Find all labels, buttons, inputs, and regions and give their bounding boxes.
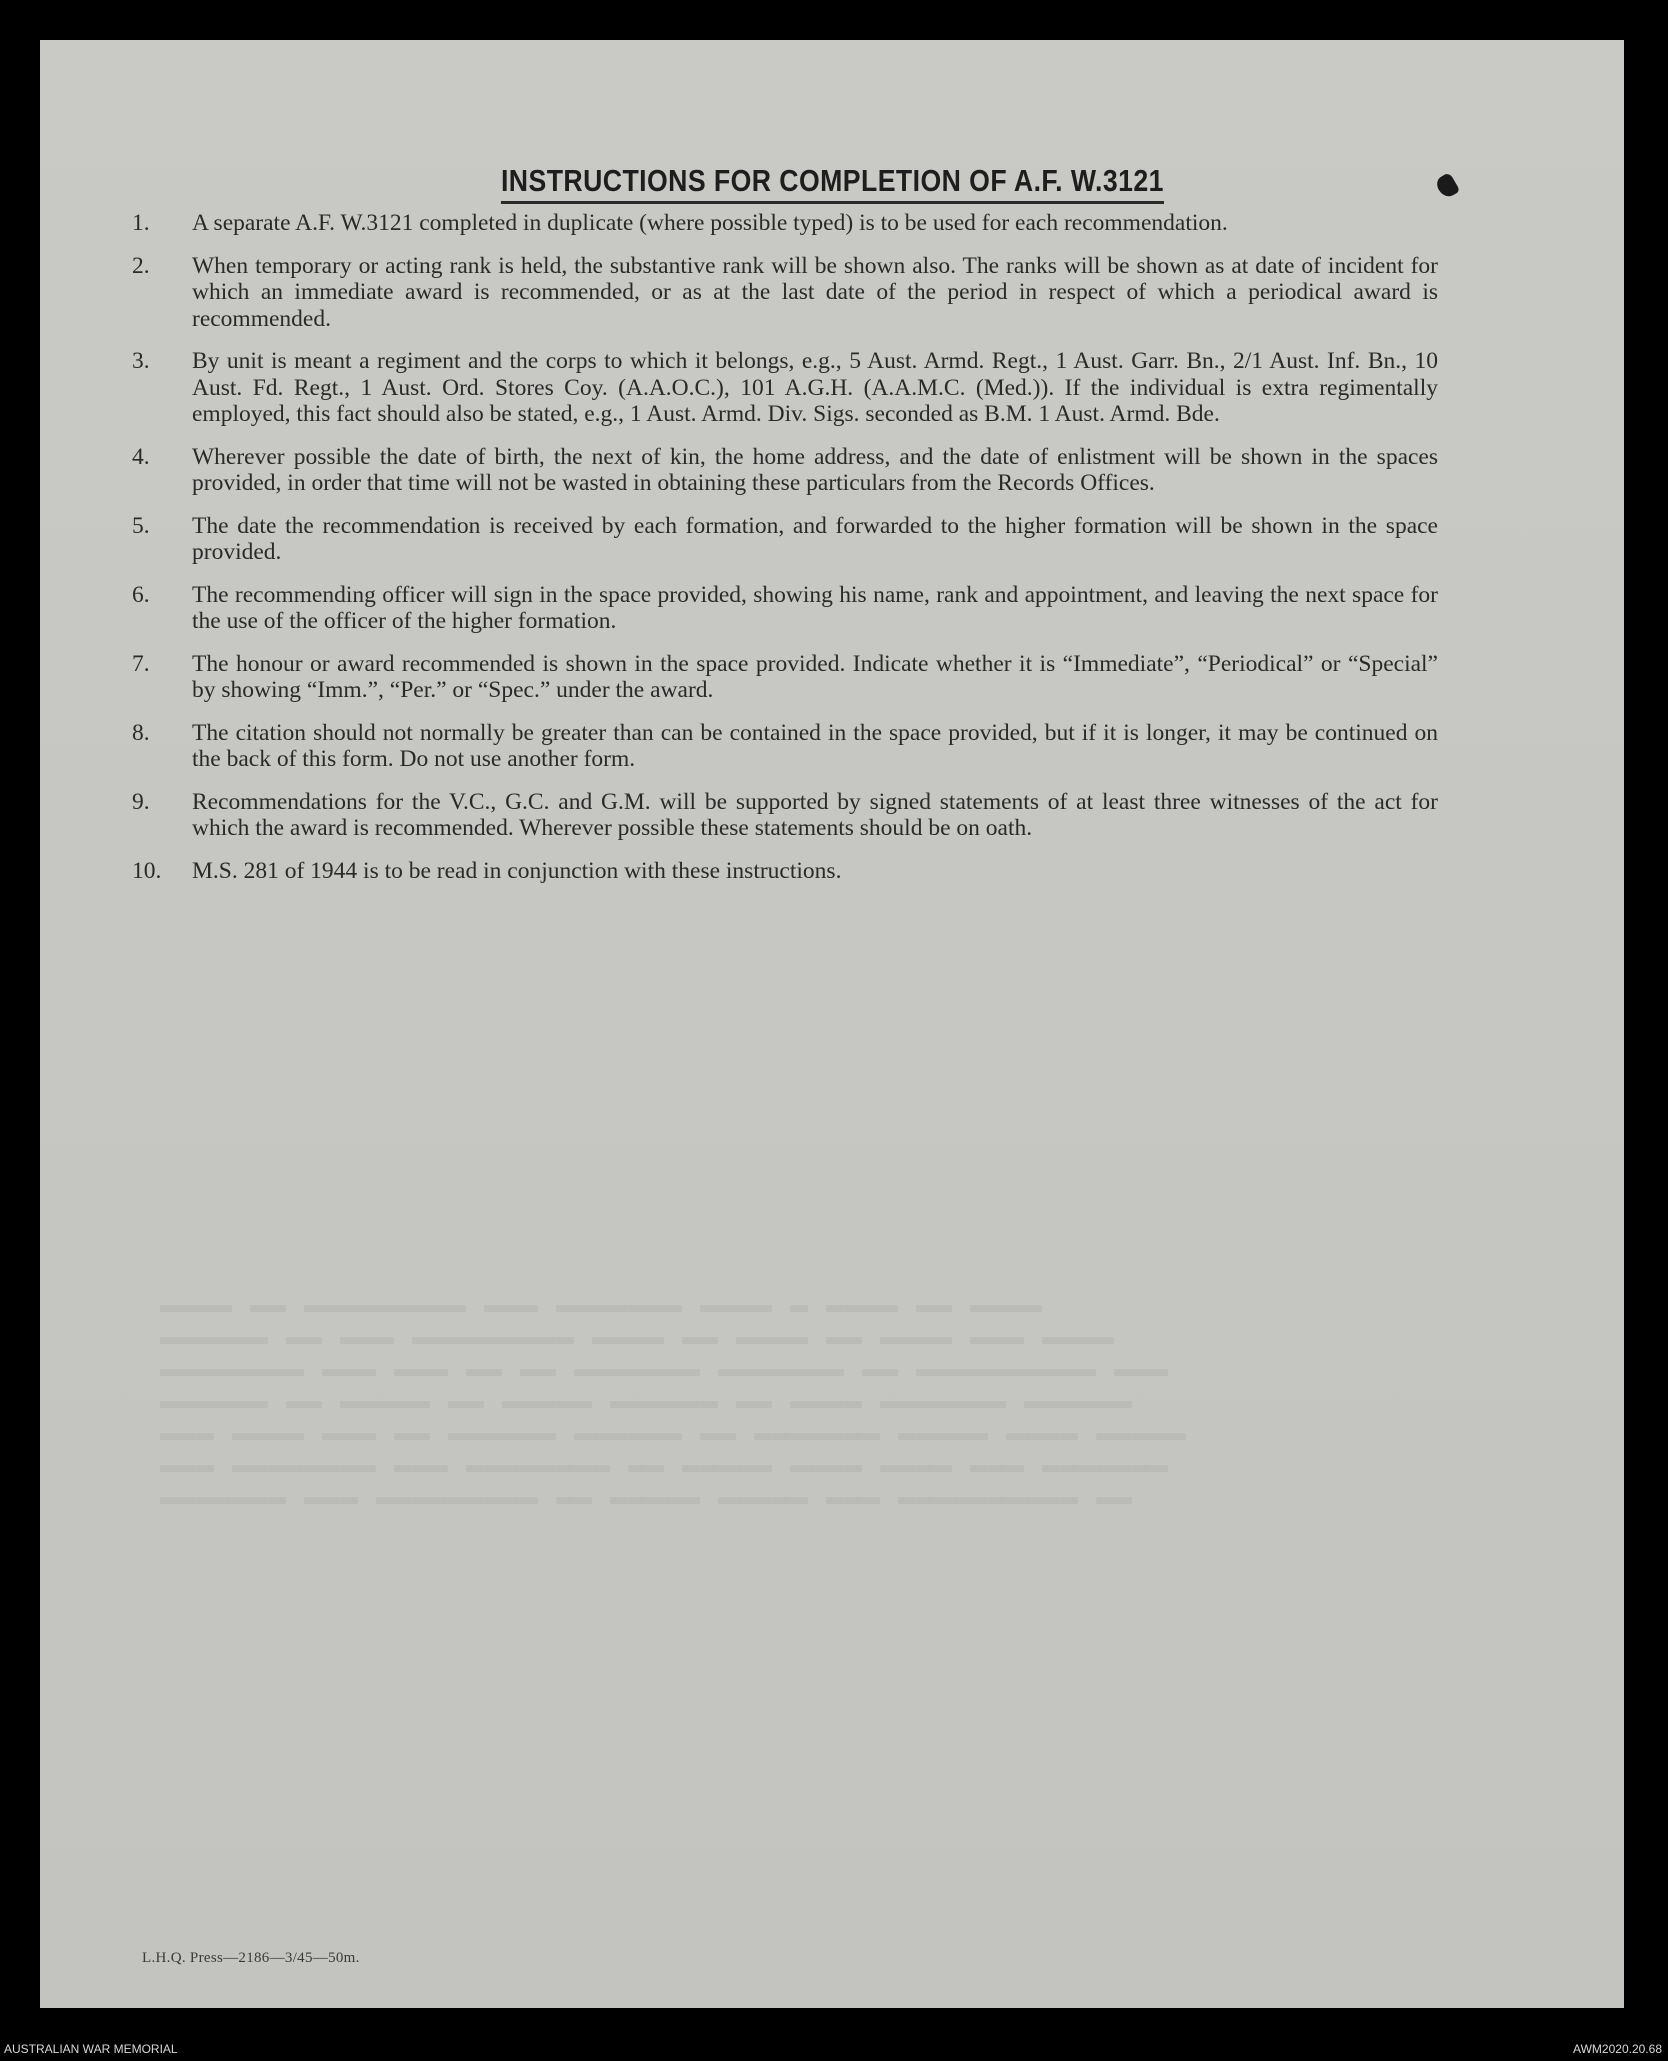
instruction-item bbox=[132, 253, 1438, 333]
instruction-text: When temporary or acting rank is held, the substantive rank will be shown also. The ranks will be shown as at date of incident for which an immediate award is recommended, or as at the last date of the period in respect of which a periodical award is recommended. bbox=[192, 252, 1438, 332]
print-note: L.H.Q. Press—2186—3/45—50m. bbox=[142, 1950, 360, 1966]
instruction-item bbox=[132, 858, 1438, 885]
instruction-number: 7. bbox=[132, 650, 150, 677]
document-page bbox=[40, 40, 1624, 2008]
instruction-text: The honour or award recommended is shown in the space provided. Indicate whether it is “Immediate”, “Periodical” or “Special” by showing “Imm.”, “Per.” or “Spec.” under the award. bbox=[192, 650, 1438, 703]
instruction-item bbox=[132, 513, 1438, 566]
instructions-list bbox=[132, 210, 1438, 900]
instruction-number: 4. bbox=[132, 443, 150, 470]
instruction-item bbox=[132, 789, 1438, 842]
archive-credit: AUSTRALIAN WAR MEMORIAL bbox=[4, 2042, 178, 2056]
instruction-text: Wherever possible the date of birth, the next of kin, the home address, and the date of enlistment will be shown in the spaces provided, in order that time will not be wasted in obtaining these particulars from the Records Offices. bbox=[192, 443, 1438, 496]
instruction-number: 9. bbox=[132, 788, 150, 815]
instruction-text: A separate A.F. W.3121 completed in duplicate (where possible typed) is to be used for each recommendation. bbox=[192, 210, 1228, 236]
instruction-text: Recommendations for the V.C., G.C. and G.M. will be supported by signed statements of at least three witnesses of the act for which the award is recommended. Wherever possible these statements should be on oath. bbox=[192, 788, 1438, 841]
instruction-number: 2. bbox=[132, 252, 150, 279]
instruction-number: 6. bbox=[132, 581, 150, 608]
instruction-text: By unit is meant a regiment and the corps to which it belongs, e.g., 5 Aust. Armd. Regt., 1 Aust. Garr. Bn., 2/1 Aust. Inf. Bn., 10 Aust. Fd. Regt., 1 Aust. Ord. Stores Coy. (A.A.O.C.), 101 A.G.H. (A.A.M.C. (Med.)). If the individual is extra regimentally employed, this fact should also be stated, e.g., 1 Aust. Armd. Div. Sigs. seconded as B.M. 1 Aust. Armd. Bde. bbox=[192, 348, 1438, 427]
instruction-number: 10. bbox=[132, 857, 162, 884]
instruction-number: 1. bbox=[132, 210, 150, 236]
instruction-item bbox=[132, 210, 1438, 237]
instruction-item bbox=[132, 720, 1438, 773]
instruction-item bbox=[132, 348, 1438, 428]
show-through-text: ▬▬▬▬ ▬▬ ▬▬▬▬▬▬▬▬▬ ▬▬▬ ▬▬▬▬▬▬▬ ▬▬▬▬ ▬ ▬▬▬▬ ▬▬ ▬▬▬▬ ▬▬▬▬▬▬ ▬▬ ▬▬▬ ▬▬▬▬▬▬▬▬▬ ▬▬▬▬ ▬▬ ▬▬▬▬ ▬▬ ▬▬▬▬ ▬▬▬ ▬▬▬▬ ▬▬▬▬▬▬▬▬ ▬▬▬ ▬▬▬ ▬▬ ▬▬ ▬▬▬▬▬▬▬ ▬▬▬▬▬▬▬ ▬▬ ▬▬▬▬▬▬▬▬▬▬ ▬▬▬ ▬▬▬▬▬▬ ▬▬ ▬▬▬▬▬ ▬▬ ▬▬▬▬▬ ▬▬▬▬▬▬ ▬▬ ▬▬▬▬ ▬▬▬▬▬▬▬ ▬▬▬▬▬▬ ▬▬▬ ▬▬▬▬ ▬▬▬ ▬▬ ▬▬▬▬▬▬ ▬▬▬▬▬▬ ▬▬ ▬▬▬▬▬▬▬ ▬▬▬▬▬ ▬▬▬▬ ▬▬▬▬▬ ▬▬▬ ▬▬▬▬▬▬▬▬ ▬▬▬ ▬▬▬▬▬▬▬▬ ▬▬ ▬▬▬▬▬ ▬▬▬▬ ▬▬▬▬ ▬▬▬ ▬▬▬▬▬▬▬ ▬▬▬▬▬▬▬ ▬▬▬ ▬▬▬▬▬▬▬▬▬ ▬▬ ▬▬▬▬▬ ▬▬▬▬▬ ▬▬▬ ▬▬▬▬▬▬▬▬▬▬ ▬▬ bbox=[160, 1289, 1187, 1515]
instruction-number: 8. bbox=[132, 719, 150, 746]
instruction-item bbox=[132, 651, 1438, 704]
document-title: INSTRUCTIONS FOR COMPLETION OF A.F. W.3121 bbox=[40, 162, 1624, 204]
instruction-number: 3. bbox=[132, 348, 150, 374]
instruction-text: The recommending officer will sign in the space provided, showing his name, rank and appointment, and leaving the next space for the use of the officer of the higher formation. bbox=[192, 581, 1438, 634]
instruction-text: The date the recommendation is received by each formation, and forwarded to the higher formation will be shown in the space provided. bbox=[192, 512, 1438, 565]
instruction-number: 5. bbox=[132, 512, 150, 539]
instruction-text: The citation should not normally be greater than can be contained in the space provided, but if it is longer, it may be continued on the back of this form. Do not use another form. bbox=[192, 719, 1438, 772]
instruction-text: M.S. 281 of 1944 is to be read in conjunction with these instructions. bbox=[192, 857, 842, 884]
archive-accession-number: AWM2020.20.68 bbox=[1573, 2042, 1662, 2056]
instruction-item bbox=[132, 444, 1438, 497]
instruction-item bbox=[132, 582, 1438, 635]
